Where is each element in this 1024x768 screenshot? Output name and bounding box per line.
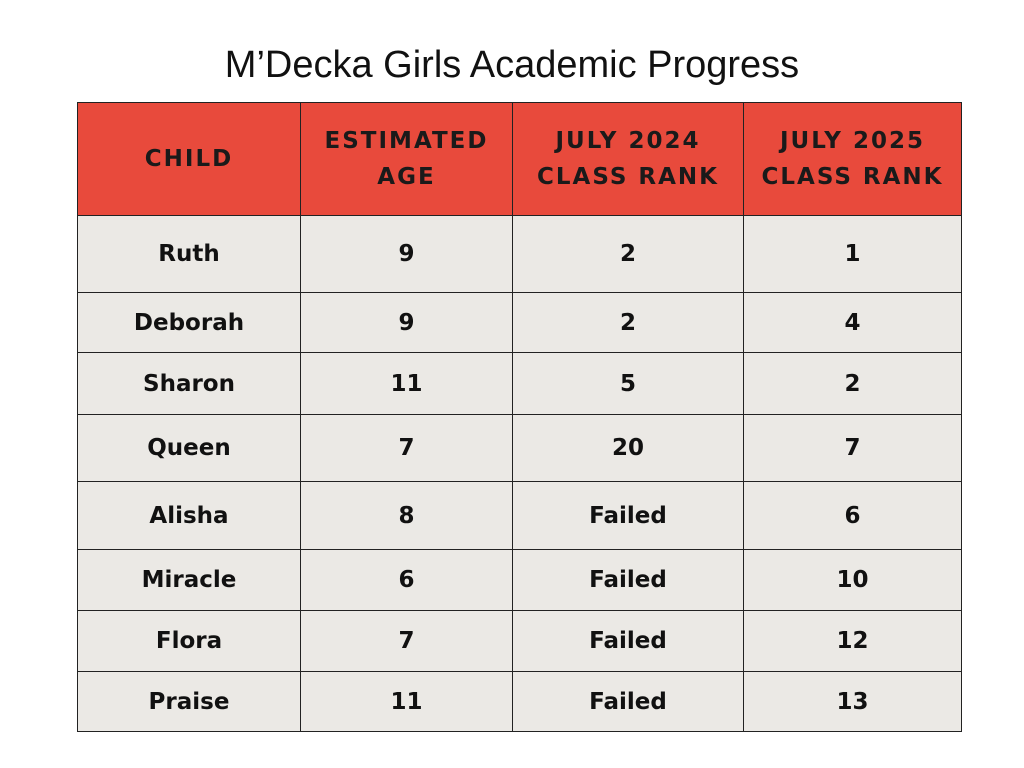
table-row (78, 293, 962, 353)
cell-rank-2025: 6 (744, 482, 962, 550)
cell-child: Alisha (78, 482, 301, 550)
cell-child: Deborah (78, 293, 301, 353)
cell-rank-2024: 5 (513, 353, 744, 415)
header-child-label: CHILD (144, 146, 234, 172)
cell-rank-2025: 4 (744, 293, 962, 353)
table-header (78, 103, 962, 216)
cell-child: Ruth (78, 216, 301, 293)
header-estimated-age (301, 103, 513, 216)
header-child (78, 103, 301, 216)
cell-child: Praise (78, 672, 301, 732)
table-row (78, 550, 962, 611)
table-row (78, 672, 962, 732)
header-estimated-age-line1: ESTIMATED (324, 128, 489, 154)
header-july-2024-line1: JULY 2024 (555, 128, 701, 154)
cell-age: 7 (301, 415, 513, 482)
cell-age: 11 (301, 353, 513, 415)
cell-rank-2024: 2 (513, 293, 744, 353)
cell-age: 7 (301, 611, 513, 672)
cell-rank-2024: Failed (513, 672, 744, 732)
header-estimated-age-line2: AGE (377, 164, 436, 190)
header-july-2024-line2: CLASS RANK (536, 164, 720, 190)
cell-age: 9 (301, 293, 513, 353)
cell-age: 8 (301, 482, 513, 550)
cell-rank-2024: Failed (513, 611, 744, 672)
cell-child: Miracle (78, 550, 301, 611)
table-row (78, 482, 962, 550)
cell-age: 6 (301, 550, 513, 611)
cell-rank-2025: 10 (744, 550, 962, 611)
cell-rank-2025: 1 (744, 216, 962, 293)
header-row (78, 103, 962, 216)
cell-child: Flora (78, 611, 301, 672)
page-title: M’Decka Girls Academic Progress (224, 44, 800, 86)
academic-progress-table (77, 102, 962, 732)
cell-rank-2025: 2 (744, 353, 962, 415)
cell-rank-2024: 20 (513, 415, 744, 482)
cell-rank-2024: Failed (513, 482, 744, 550)
table-row (78, 353, 962, 415)
cell-age: 9 (301, 216, 513, 293)
header-july-2024-rank (513, 103, 744, 216)
table-row (78, 216, 962, 293)
cell-rank-2024: Failed (513, 550, 744, 611)
header-july-2025-line1: JULY 2025 (780, 128, 925, 154)
cell-rank-2025: 12 (744, 611, 962, 672)
cell-child: Queen (78, 415, 301, 482)
cell-rank-2024: 2 (513, 216, 744, 293)
table-body (78, 216, 962, 732)
table-row (78, 611, 962, 672)
table-row (78, 415, 962, 482)
cell-age: 11 (301, 672, 513, 732)
cell-rank-2025: 13 (744, 672, 962, 732)
cell-child: Sharon (78, 353, 301, 415)
header-july-2025-line2: CLASS RANK (761, 164, 944, 190)
header-july-2025-rank (744, 103, 962, 216)
cell-rank-2025: 7 (744, 415, 962, 482)
